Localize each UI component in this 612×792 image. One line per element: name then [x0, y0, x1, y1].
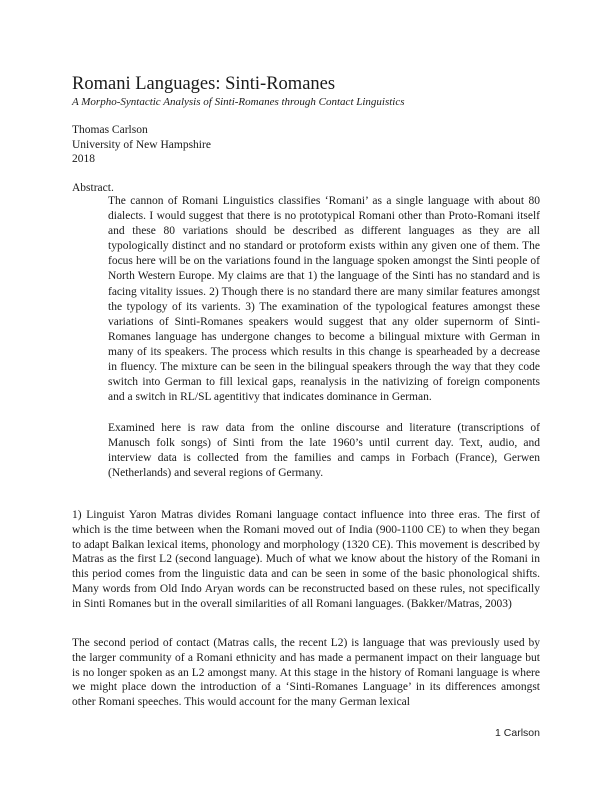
author-affiliation: University of New Hampshire — [72, 138, 211, 151]
author-block — [72, 123, 211, 167]
publication-year: 2018 — [72, 153, 95, 165]
body-paragraph: 1) Linguist Yaron Matras divides Romani language contact influence into three eras. The first of which is the time between when the Romani moved out of India (900-1100 CE) to when they began to adapt Balkan lexical items, phonology and morphology (1320 CE). This movement is described by Matras as the first L2 (second language). Much of what we know about the history of the Romani in this period comes from the linguistic data and can be seen in some of the basic phonological shifts. Many words from Old Indo Aryan words can be reconstructed based on these rules, not specifically in Sinti Romanes but in the overall similarities of all Romani languages. (Bakker/Matras, 2003) — [72, 509, 540, 610]
page-footer: 1 Carlson — [495, 727, 540, 739]
body-paragraph: The second period of contact (Matras calls, the recent L2) is language that was previously used by the larger community of a Romani ethnicity and has made a permanent impact on their language but is no longer spoken as an L2 amongst many. At this stage in the history of Romani language is where we might place down the introduction of a ‘Sinti-Romanes Language’ in its differences amongst other Romani speeches. This would account for the many German lexical — [72, 637, 540, 709]
author-name: Thomas Carlson — [72, 124, 148, 136]
abstract-label: Abstract. — [72, 182, 114, 194]
abstract-paragraph: The cannon of Romani Linguistics classifies ‘Romani’ as a single language with about 80 dialects. I would suggest that there is no prototypical Romani other than Proto-Romani itself and these 80 variations should be described as different languages as they are all typologically distinct and no standard or protoform exists within any given one of them. The focus here will be on the variations found in the language spoken amongst the Sinti people of North Western Europe. My claims are that 1) the language of the Sinti has no standard and is facing vitality issues. 2) Though there is no standard there are many similar features amongst the typology of its varients. 3) The examination of the typological features amongst these variations of Sinti-Romanes speakers would suggest that any older supernorm of Sinti-Romanes language has undergone changes to become a bilingual mixture with German in many of its speakers. The process which results in this change is spearheaded by a decrease in fluency. The mixture can be seen in the bilingual speakers through the way that they code switch into German to fill lexical gaps, reanalysis in the nativizing of foreign components and a switch in RL/SL agentitivy that indicates dominance in German. — [108, 195, 540, 404]
paper-subtitle: A Morpho-Syntactic Analysis of Sinti-Romanes through Contact Linguistics — [72, 96, 405, 108]
paper-title: Romani Languages: Sinti-Romanes — [72, 74, 336, 94]
abstract-paragraph: Examined here is raw data from the online discourse and literature (transcriptions of Manusch folk songs) of Sinti from the late 1960’s until current day. Text, audio, and interview data is collected from the families and camps in Forbach (France), Gerwen (Netherlands) and several regions of Germany. — [108, 422, 540, 480]
